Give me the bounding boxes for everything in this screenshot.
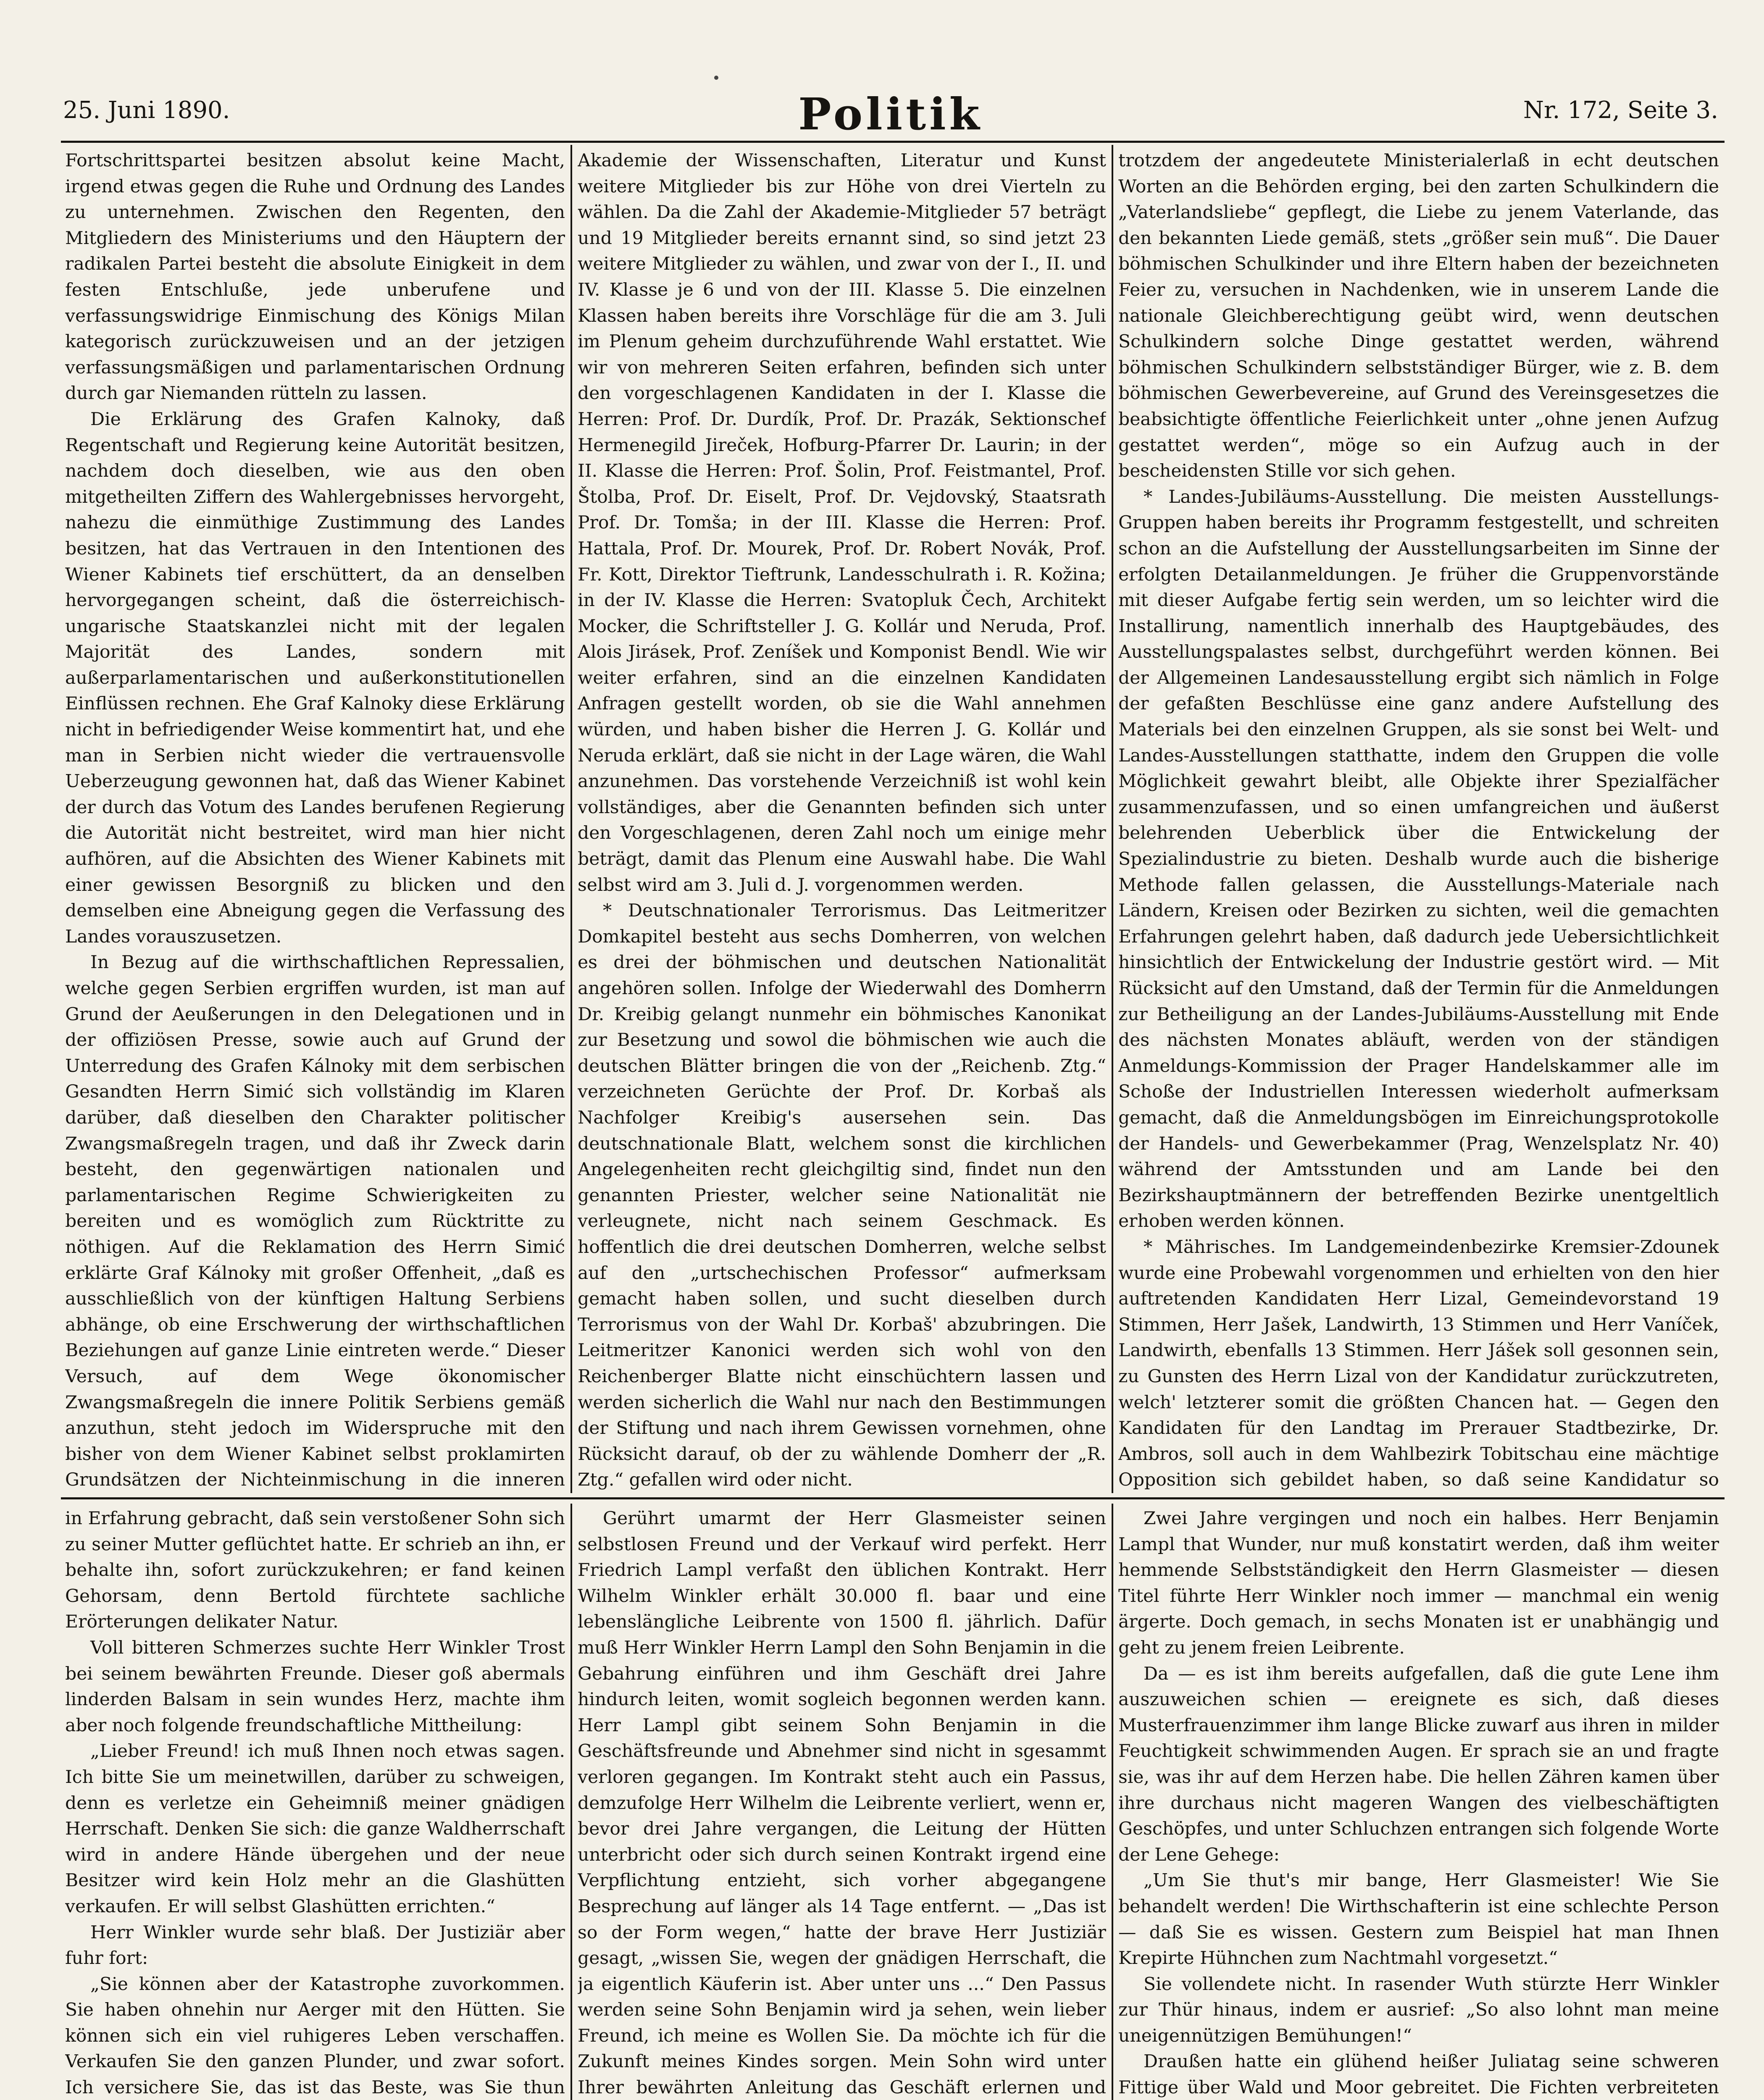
story-paragraph: „Um Sie thut's mir bange, Herr Glasmeister! Wie Sie behandelt werden! Die Wirthschafterin ist eine schlechte Person — daß Sie es wissen. Gestern zum Beispiel hat man Ihnen Krepirte Hühnchen zum Nachtmahl vorgesetzt.“: [1118, 1870, 1719, 1969]
page-header: [63, 88, 1718, 139]
story-paragraph: Draußen hatte ein glühend heißer Juliatag seine schweren Fittige über Wald und Moor gebreitet. Die Fichten verbreiteten: [1118, 2051, 1719, 2098]
print-speck: [714, 76, 718, 80]
column-3-upper: [1118, 148, 1719, 1492]
news-item: * Mährisches. Im Landgemeindenbezirke Kremsier-Zdounek wurde eine Probewahl vorgenommen und erhielten von den hier auftretenden Kandidaten Herr Lizal, Gemeindevorstand 19 Stimmen, Herr Jašek, Landwirth, 13 Stimmen und Herr Vaníček, Landwirth, ebenfalls 13 Stimmen. Herr Jášek soll gesonnen sein, zu Gunsten des Herrn Lizal von der Kandidatur zurückzutreten, welch' letzterer somit die größten Chancen hat. — Gegen den Kandidaten für den Landtag im Prerauer Stadtbezirke, Dr. Ambros, soll auch in dem Wahlbezirk Tobitschau eine mächtige Opposition sich gebildet haben, so daß seine Kandidatur so: [1118, 1236, 1719, 1491]
story-paragraph: Herr Winkler wurde sehr blaß. Der Justiziär aber fuhr fort:: [65, 1922, 565, 1969]
news-item: trotzdem der angedeutete Ministerialerlaß in echt deutschen Worten an die Behörden erging, bei den zarten Schulkindern die „Vaterlandsliebe“ gepflegt, die Liebe zu jenem Vaterlande, das den bekannten Liede gemäß, stets „größer sein muß“. Die Dauer böhmischen Schulkinder und ihre Eltern haben der bezeichneten Feier zu, versuchen in Nachdenken, wie in unserem Lande die nationale Gleichberechtigung geübt wird, wenn deutschen Schulkindern solche Dinge gestattet werden, während böhmischen Schulkindern selbstständiger Bürger, wie z. B. dem böhmischen Gewerbevereine, auf Grund des Vereinsgesetzes die beabsichtigte öffentliche Feierlichkeit unter „ohne jenen Aufzug gestattet werden“, möge so ein Aufzug auch in der bescheidensten Stille vor sich gehen.: [1118, 150, 1719, 482]
column-2-upper: [578, 148, 1106, 1492]
story-paragraph: Sie vollendete nicht. In rasender Wuth stürzte Herr Winkler zur Thür hinaus, indem er ausrief: „So also lohnt man meine uneigennützigen Bemühungen!“: [1118, 1974, 1719, 2046]
news-item: Akademie der Wissenschaften, Literatur und Kunst weitere Mitglieder bis zur Höhe von drei Vierteln zu wählen. Da die Zahl der Akademie-Mitglieder 57 beträgt und 19 Mitglieder bereits ernannt sind, so sind jetzt 23 weitere Mitglieder zu wählen, und zwar von der I., II. und IV. Klasse je 6 und von der III. Klasse 5. Die einzelnen Klassen haben bereits ihre Vorschläge für die am 3. Juli im Plenum geheim durchzuführende Wahl erstattet. Wie wir von mehreren Seiten erfahren, befinden sich unter den vorgeschlagenen Kandidaten in der I. Klasse die Herren: Prof. Dr. Durdík, Prof. Dr. Prazák, Sektionschef Hermenegild Jireček, Hofburg-Pfarrer Dr. Laurin; in der II. Klasse die Herren: Prof. Šolin, Prof. Feistmantel, Prof. Štolba, Prof. Dr. Eiselt, Prof. Dr. Vejdovský, Staatsrath Prof. Dr. Tomša; in der III. Klasse die Herren: Prof. Hattala, Prof. Dr. Mourek, Prof. Dr. Robert Novák, Prof. Fr. Kott, Direktor Tieftrunk, Landesschulrath i. R. Kožina; in der IV. Klasse die Herren: Svatopluk Čech, Architekt Mocker, die Schriftsteller J. G. Kollár und Neruda, Prof. Alois Jirásek, Prof. Zeníšek und Komponist Bendl. Wie wir weiter erfahren, sind an die einzelnen Kandidaten Anfragen gestellt worden, ob sie die Wahl annehmen würden, und haben bisher die Herren J. G. Kollár und Neruda erklärt, daß sie nicht in der Lage wären, die Wahl anzunehmen. Das vorstehende Verzeichniß ist wohl kein vollständiges, aber die Genannten befinden sich unter den Vorgeschlagenen, deren Zahl noch um einige mehr beträgt, damit das Plenum eine Auswahl habe. Die Wahl selbst wird am 3. Juli d. J. vorgenommen werden.: [578, 150, 1106, 895]
header-rule: [61, 141, 1725, 143]
story-paragraph: Da — es ist ihm bereits aufgefallen, daß die gute Lene ihm auszuweichen schien — ereignete es sich, daß dieses Musterfrauenzimmer ihm lange Blicke zuwarf aus ihren in milder Feuchtigkeit schwimmenden Augen. Er sprach sie an und fragte sie, was ihr auf dem Herzen habe. Die hellen Zähren kamen über ihre durchaus nicht mageren Wangen des vielbeschäftigten Geschöpfes, und unter Schluchzen entrangen sich folgende Worte der Lene Gehege:: [1118, 1663, 1719, 1865]
column-rule-1: [570, 145, 572, 1493]
column-2-lower: [578, 1506, 1106, 2100]
story-paragraph: Zwei Jahre vergingen und noch ein halbes. Herr Benjamin Lampl that Wunder, nur muß konstatirt werden, daß ihm weiter hemmende Selbstständigkeit den Herrn Glasmeister — diesen Titel führte Herr Winkler noch immer — manchmal ein wenig ärgerte. Doch gemach, in sechs Monaten ist er unabhängig und geht zu jenem freien Leibrente.: [1118, 1508, 1719, 1658]
section-title: Politik: [798, 88, 983, 140]
issue-page-number: Nr. 172, Seite 3.: [1523, 97, 1718, 124]
issue-date: 25. Juni 1890.: [63, 97, 230, 124]
story-paragraph: Gerührt umarmt der Herr Glasmeister seinen selbstlosen Freund und der Verkauf wird perfekt. Herr Friedrich Lampl verfaßt den üblichen Kontrakt. Herr Wilhelm Winkler erhält 30.000 fl. baar und eine lebenslängliche Leibrente von 1500 fl. jährlich. Dafür muß Herr Winkler Herrn Lampl den Sohn Benjamin in die Gebahrung einführen und ihm Geschäft drei Jahre hindurch leiten, womit sogleich begonnen werden kann. Herr Lampl gibt seinem Sohn Benjamin in die Geschäftsfreunde und Abnehmer sind nicht in sgesammt verloren gegangen. Im Kontrakt steht auch ein Passus, demzufolge Herr Wilhelm die Leibrente verliert, wenn er, bevor drei Jahre vergangen, die Leitung der Hütten unterbricht oder sich durch seinen Kontrakt irgend eine Verpflichtung entzieht, sich vorher abgegangene Besprechung auf länger als 14 Tage entfernt. — „Das ist so der Form wegen,“ hatte der brave Herr Justiziär gesagt, „wissen Sie, wegen der gnädigen Herrschaft, die ja eigentlich Käuferin ist. Aber unter uns ...“ Den Passus werden seine Sohn Benjamin wird ja sehen, wein lieber Freund, ich meine es Wollen Sie. Da möchte ich für die Zukunft meines Kindes sorgen. Mein Sohn wird unter Ihrer bewährten Anleitung das Geschäft erlernen und: [578, 1508, 1106, 2098]
article-paragraph: Fortschrittspartei besitzen absolut keine Macht, irgend etwas gegen die Ruhe und Ordnung des Landes zu unternehmen. Zwischen den Regenten, den Mitgliedern des Ministeriums und den Häuptern der radikalen Partei besteht die absolute Einigkeit in dem festen Entschluße, jede unberufene und verfassungswidrige Einmischung des Königs Milan kategorisch zurückzuweisen und an der jetzigen verfassungsmäßigen und parlamentarischen Ordnung durch gar Niemanden rütteln zu lassen.: [65, 150, 565, 404]
story-paragraph: „Sie können aber der Katastrophe zuvorkommen. Sie haben ohnehin nur Aerger mit den Hütten. Sie können sich ein viel ruhigeres Leben verschaffen. Verkaufen Sie den ganzen Plunder, und zwar sofort. Ich versichere Sie, das ist das Beste, was Sie thun: [65, 1974, 565, 2098]
column-1-upper: [65, 148, 565, 1492]
news-item: * Landes-Jubiläums-Ausstellung. Die meisten Ausstellungs-Gruppen haben bereits ihr Programm festgestellt, und schreiten schon an die Aufstellung der Ausstellungsarbeiten im Sinne der erfolgten Detailanmeldungen. Je früher die Gruppenvorstände mit dieser Aufgabe fertig sein werden, um so leichter wird die Installirung, namentlich innerhalb des Hauptgebäudes, des Ausstellungspalastes selbst, durchgeführt werden können. Bei der Allgemeinen Landesausstellung ergibt sich nämlich in Folge der gefaßten Beschlüsse eine ganz andere Aufstellung des Materials bei den einzelnen Gruppen, als sie sonst bei Welt- und Landes-Ausstellungen statthatte, indem den Gruppen die volle Möglichkeit gewahrt bleibt, alle Objekte ihrer Spezialfächer zusammenzufassen, und so einen umfangreichen und äußerst belehrenden Ueberblick über die Entwickelung der Spezialindustrie zu bieten. Deshalb wurde auch die bisherige Methode fallen gelassen, die Ausstellungs-Materiale nach Ländern, Kreisen oder Bezirken zu sichten, weil die gemachten Erfahrungen gelehrt haben, daß dadurch jede Uebersichtlichkeit hinsichtlich der Entwickelung der Industrie gestört wird. — Mit Rücksicht auf den Umstand, daß der Termin für die Anmeldungen zur Betheiligung an der Landes-Jubiläums-Ausstellung mit Ende des nächsten Monates abläuft, werden von der ständigen Anmeldungs-Kommission der Prager Handelskammer alle im Schoße der Industriellen Interessen wiederholt aufmerksam gemacht, daß die Anmeldungsbögen im Einreichungsprotokolle der Handels- und Gewerbekammer (Prag, Wenzelsplatz Nr. 40) während der Amtsstunden und am Lande bei den Bezirkshauptmännern der betreffenden Bezirke unentgeltlich erhoben werden können.: [1118, 486, 1719, 1232]
story-paragraph: in Erfahrung gebracht, daß sein verstoßener Sohn sich zu seiner Mutter geflüchtet hatte. Er schrieb an ihn, er behalte ihn, sofort zurückzukehren; er fand keinen Gehorsam, denn Bertold fürchtete sachliche Erörterungen delikater Natur.: [65, 1508, 565, 1633]
news-item: * Deutschnationaler Terrorismus. Das Leitmeritzer Domkapitel besteht aus sechs Domherren, von welchen es drei der böhmischen und deutschen Nationalität angehören sollen. Infolge der Wiederwahl des Domherrn Dr. Kreibig gelangt nunmehr ein böhmisches Kanonikat zur Besetzung und sowol die böhmischen wie auch die deutschen Blätter bringen die von der „Reichenb. Ztg.“ verzeichneten Gerüchte der Prof. Dr. Korbaš als Nachfolger Kreibig's ausersehen sein. Das deutschnationale Blatt, welchem sonst die kirchlichen Angelegenheiten recht gleichgiltig sind, findet nun den genannten Priester, welcher seine Nationalität nie verleugnete, nicht nach seinem Geschmack. Es hoffentlich die drei deutschen Domherren, welche selbst auf den „urtschechischen Professor“ aufmerksam gemacht haben sollen, und sucht dieselben durch Terrorismus von der Wahl Dr. Korbaš' abzubringen. Die Leitmeritzer Kanonici werden sich wohl von den Reichenberger Blatte nicht einschüchtern lassen und werden sicherlich die Wahl nur nach den Bestimmungen der Stiftung und nach ihrem Gewissen vornehmen, ohne Rücksicht darauf, ob der zu wählende Domherr der „R. Ztg.“ gefallen wird oder nicht.: [578, 900, 1106, 1491]
column-rule-4: [1112, 1504, 1113, 2100]
column-rule-2: [1112, 145, 1113, 1493]
column-rule-3: [570, 1504, 572, 2100]
feuilleton-rule: [61, 1497, 1725, 1499]
article-paragraph: Die Erklärung des Grafen Kalnoky, daß Regentschaft und Regierung keine Autorität besitzen, nachdem doch dieselben, wie aus den oben mitgetheilten Ziffern des Wahlergebnisses hervorgeht, nahezu die einmüthige Zustimmung des Landes besitzen, hat das Vertrauen in den Intentionen des Wiener Kabinets tief erschüttert, da an denselben hervorgegangen scheint, daß die österreichisch-ungarische Staatskanzlei nicht mit der legalen Majorität des Landes, sondern mit außerparlamentarischen und außerkonstitutionellen Einflüssen rechnen. Ehe Graf Kalnoky diese Erklärung nicht in befriedigender Weise kommentirt hat, und ehe man in Serbien nicht wieder die vertrauensvolle Ueberzeugung gewonnen hat, daß das Wiener Kabinet der durch das Votum des Landes berufenen Regierung die Autorität nicht bestreitet, wird man hier nicht aufhören, auf die Absichten des Wiener Kabinets mit einer gewissen Besorgniß zu blicken und den demselben eine Abneigung gegen die Verfassung des Landes vorauszusetzen.: [65, 409, 565, 947]
column-3-lower: [1118, 1506, 1719, 2100]
story-paragraph: Voll bitteren Schmerzes suchte Herr Winkler Trost bei seinem bewährten Freunde. Dieser goß abermals linderden Balsam in sein wundes Herz, machte ihm aber noch folgende freundschaftliche Mittheilung:: [65, 1637, 565, 1736]
article-paragraph: In Bezug auf die wirthschaftlichen Repressalien, welche gegen Serbien ergriffen wurden, ist man auf Grund der Aeußerungen in den Delegationen und in der offiziösen Presse, sowie auch auf Grund der Unterredung des Grafen Kálnoky mit dem serbischen Gesandten Herrn Simić sich vollständig im Klaren darüber, daß dieselben den Charakter politischer Zwangsmaßregeln tragen, und daß ihr Zweck darin besteht, den gegenwärtigen nationalen und parlamentarischen Regime Schwierigkeiten zu bereiten und es womöglich zum Rücktritte zu nöthigen. Auf die Reklamation des Herrn Simić erklärte Graf Kálnoky mit großer Offenheit, „daß es ausschließlich von der künftigen Haltung Serbiens abhänge, ob eine Erschwerung der wirthschaftlichen Beziehungen auf ganze Linie eintreten werde.“ Dieser Versuch, auf dem Wege ökonomischer Zwangsmaßregeln die innere Politik Serbiens gemäß anzuthun, steht jedoch im Widerspruche mit den bisher von dem Wiener Kabinet selbst proklamirten Grundsätzen der Nichteinmischung in die inneren: [65, 952, 565, 1491]
story-paragraph: „Lieber Freund! ich muß Ihnen noch etwas sagen. Ich bitte Sie um meinetwillen, darüber zu schweigen, denn es verletze ein Geheimniß meiner gnädigen Herrschaft. Denken Sie sich: die ganze Waldherrschaft wird in andere Hände übergehen und der neue Besitzer wird kein Holz mehr an die Glashütten verkaufen. Er will selbst Glashütten errichten.“: [65, 1741, 565, 1917]
column-1-lower: [65, 1506, 565, 2100]
